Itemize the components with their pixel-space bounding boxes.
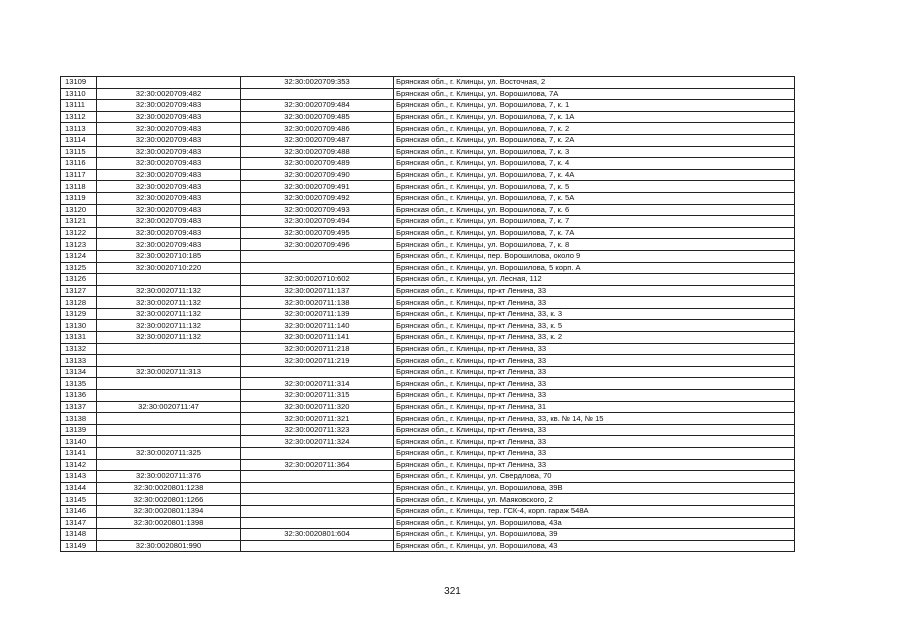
record-number-cell: 13113: [61, 123, 97, 135]
table-body: [61, 77, 795, 552]
table-row: [61, 540, 795, 552]
page-number: 321: [444, 586, 461, 597]
parent-cadastral-number-cell: 32:30:0020711:132: [97, 308, 241, 320]
table-row: [61, 146, 795, 158]
address-cell: Брянская обл., г. Клинцы, пр-кт Ленина, 33: [394, 459, 795, 471]
parent-cadastral-number-cell: 32:30:0020709:483: [97, 123, 241, 135]
parent-cadastral-number-cell: 32:30:0020709:483: [97, 204, 241, 216]
address-cell: Брянская обл., г. Клинцы, пр-кт Ленина, 33: [394, 343, 795, 355]
cadastral-number-cell: 32:30:0020709:493: [241, 204, 394, 216]
cadastral-number-cell: 32:30:0020709:487: [241, 134, 394, 146]
table-row: [61, 401, 795, 413]
table-row: [61, 413, 795, 425]
cadastral-number-cell: 32:30:0020711:320: [241, 401, 394, 413]
record-number-cell: 13114: [61, 134, 97, 146]
table-row: [61, 216, 795, 228]
parent-cadastral-number-cell: [97, 424, 241, 436]
record-number-cell: 13144: [61, 482, 97, 494]
table-row: [61, 308, 795, 320]
table-row: [61, 134, 795, 146]
parent-cadastral-number-cell: 32:30:0020711:47: [97, 401, 241, 413]
record-number-cell: 13137: [61, 401, 97, 413]
record-number-cell: 13123: [61, 239, 97, 251]
parent-cadastral-number-cell: 32:30:0020711:313: [97, 366, 241, 378]
address-cell: Брянская обл., г. Клинцы, пр-кт Ленина, 33, к. 2: [394, 332, 795, 344]
record-number-cell: 13134: [61, 366, 97, 378]
parent-cadastral-number-cell: 32:30:0020801:1238: [97, 482, 241, 494]
cadastral-number-cell: [241, 505, 394, 517]
cadastral-number-cell: 32:30:0020711:141: [241, 332, 394, 344]
cadastral-number-cell: 32:30:0020711:321: [241, 413, 394, 425]
table-row: [61, 459, 795, 471]
parent-cadastral-number-cell: 32:30:0020710:185: [97, 250, 241, 262]
address-cell: Брянская обл., г. Клинцы, пр-кт Ленина, 33: [394, 390, 795, 402]
parent-cadastral-number-cell: 32:30:0020709:483: [97, 169, 241, 181]
address-cell: Брянская обл., г. Клинцы, ул. Ворошилова, 7А: [394, 88, 795, 100]
table-row: [61, 262, 795, 274]
table-row: [61, 436, 795, 448]
parent-cadastral-number-cell: 32:30:0020709:483: [97, 158, 241, 170]
record-number-cell: 13142: [61, 459, 97, 471]
address-cell: Брянская обл., г. Клинцы, пр-кт Ленина, 33: [394, 424, 795, 436]
address-cell: Брянская обл., г. Клинцы, пр-кт Ленина, 33: [394, 378, 795, 390]
record-number-cell: 13130: [61, 320, 97, 332]
parent-cadastral-number-cell: [97, 77, 241, 89]
parent-cadastral-number-cell: [97, 343, 241, 355]
parent-cadastral-number-cell: 32:30:0020711:132: [97, 320, 241, 332]
record-number-cell: 13149: [61, 540, 97, 552]
cadastral-number-cell: 32:30:0020711:364: [241, 459, 394, 471]
record-number-cell: 13129: [61, 308, 97, 320]
address-cell: Брянская обл., г. Клинцы, тер. ГСК-4, корп. гараж 548А: [394, 505, 795, 517]
record-number-cell: 13143: [61, 471, 97, 483]
table-row: [61, 297, 795, 309]
record-number-cell: 13125: [61, 262, 97, 274]
cadastral-number-cell: 32:30:0020709:490: [241, 169, 394, 181]
address-cell: Брянская обл., г. Клинцы, ул. Ворошилова, 7, к. 2А: [394, 134, 795, 146]
parent-cadastral-number-cell: 32:30:0020801:1266: [97, 494, 241, 506]
parent-cadastral-number-cell: 32:30:0020801:1398: [97, 517, 241, 529]
table-row: [61, 274, 795, 286]
table-row: [61, 471, 795, 483]
record-number-cell: 13115: [61, 146, 97, 158]
record-number-cell: 13121: [61, 216, 97, 228]
table-row: [61, 355, 795, 367]
record-number-cell: 13132: [61, 343, 97, 355]
parent-cadastral-number-cell: 32:30:0020711:376: [97, 471, 241, 483]
record-number-cell: 13127: [61, 285, 97, 297]
parent-cadastral-number-cell: 32:30:0020711:132: [97, 332, 241, 344]
cadastral-table: [60, 76, 795, 552]
address-cell: Брянская обл., г. Клинцы, ул. Ворошилова, 7, к. 8: [394, 239, 795, 251]
cadastral-number-cell: [241, 250, 394, 262]
cadastral-number-cell: 32:30:0020710:602: [241, 274, 394, 286]
table-row: [61, 517, 795, 529]
address-cell: Брянская обл., г. Клинцы, ул. Ворошилова, 7, к. 7А: [394, 227, 795, 239]
parent-cadastral-number-cell: 32:30:0020709:482: [97, 88, 241, 100]
record-number-cell: 13141: [61, 448, 97, 460]
address-cell: Брянская обл., г. Клинцы, пр-кт Ленина, 33: [394, 436, 795, 448]
record-number-cell: 13128: [61, 297, 97, 309]
parent-cadastral-number-cell: [97, 413, 241, 425]
table-row: [61, 343, 795, 355]
table-row: [61, 158, 795, 170]
record-number-cell: 13122: [61, 227, 97, 239]
cadastral-number-cell: 32:30:0020709:489: [241, 158, 394, 170]
table-row: [61, 390, 795, 402]
cadastral-number-cell: [241, 540, 394, 552]
cadastral-number-cell: 32:30:0020709:491: [241, 181, 394, 193]
cadastral-number-cell: 32:30:0020709:488: [241, 146, 394, 158]
table-row: [61, 100, 795, 112]
address-cell: Брянская обл., г. Клинцы, ул. Ворошилова, 43а: [394, 517, 795, 529]
address-cell: Брянская обл., г. Клинцы, ул. Ворошилова, 7, к. 3: [394, 146, 795, 158]
record-number-cell: 13140: [61, 436, 97, 448]
table-row: [61, 505, 795, 517]
table-row: [61, 250, 795, 262]
address-cell: Брянская обл., г. Клинцы, ул. Ворошилова, 7, к. 6: [394, 204, 795, 216]
record-number-cell: 13133: [61, 355, 97, 367]
address-cell: Брянская обл., г. Клинцы, пр-кт Ленина, 33: [394, 355, 795, 367]
cadastral-number-cell: 32:30:0020709:496: [241, 239, 394, 251]
record-number-cell: 13109: [61, 77, 97, 89]
address-cell: Брянская обл., г. Клинцы, ул. Ворошилова, 7, к. 4: [394, 158, 795, 170]
record-number-cell: 13146: [61, 505, 97, 517]
cadastral-number-cell: 32:30:0020709:484: [241, 100, 394, 112]
cadastral-number-cell: 32:30:0020709:353: [241, 77, 394, 89]
address-cell: Брянская обл., г. Клинцы, пр-кт Ленина, 33: [394, 285, 795, 297]
cadastral-number-cell: 32:30:0020709:485: [241, 111, 394, 123]
address-cell: Брянская обл., г. Клинцы, ул. Ворошилова, 5 корп. А: [394, 262, 795, 274]
table-row: [61, 378, 795, 390]
address-cell: Брянская обл., г. Клинцы, ул. Лесная, 112: [394, 274, 795, 286]
cadastral-number-cell: 32:30:0020709:486: [241, 123, 394, 135]
cadastral-number-cell: 32:30:0020711:140: [241, 320, 394, 332]
address-cell: Брянская обл., г. Клинцы, ул. Ворошилова, 39: [394, 529, 795, 541]
cadastral-number-cell: [241, 262, 394, 274]
table-row: [61, 169, 795, 181]
record-number-cell: 13135: [61, 378, 97, 390]
parent-cadastral-number-cell: [97, 459, 241, 471]
parent-cadastral-number-cell: 32:30:0020710:220: [97, 262, 241, 274]
record-number-cell: 13112: [61, 111, 97, 123]
address-cell: Брянская обл., г. Клинцы, ул. Ворошилова, 7, к. 2: [394, 123, 795, 135]
cadastral-number-cell: [241, 482, 394, 494]
table-row: [61, 77, 795, 89]
address-cell: Брянская обл., г. Клинцы, ул. Восточная, 2: [394, 77, 795, 89]
address-cell: Брянская обл., г. Клинцы, ул. Ворошилова, 39В: [394, 482, 795, 494]
address-cell: Брянская обл., г. Клинцы, пр-кт Ленина, 31: [394, 401, 795, 413]
address-cell: Брянская обл., г. Клинцы, пр-кт Ленина, 33: [394, 366, 795, 378]
cadastral-number-cell: 32:30:0020711:315: [241, 390, 394, 402]
cadastral-number-cell: 32:30:0020711:323: [241, 424, 394, 436]
cadastral-number-cell: 32:30:0020711:138: [241, 297, 394, 309]
table-row: [61, 285, 795, 297]
cadastral-number-cell: 32:30:0020711:137: [241, 285, 394, 297]
parent-cadastral-number-cell: 32:30:0020709:483: [97, 227, 241, 239]
address-cell: Брянская обл., г. Клинцы, ул. Ворошилова, 7, к. 5: [394, 181, 795, 193]
record-number-cell: 13139: [61, 424, 97, 436]
address-cell: Брянская обл., г. Клинцы, ул. Ворошилова, 7, к. 7: [394, 216, 795, 228]
parent-cadastral-number-cell: 32:30:0020709:483: [97, 146, 241, 158]
record-number-cell: 13119: [61, 192, 97, 204]
parent-cadastral-number-cell: 32:30:0020801:1394: [97, 505, 241, 517]
cadastral-number-cell: [241, 88, 394, 100]
record-number-cell: 13110: [61, 88, 97, 100]
table-row: [61, 424, 795, 436]
table-row: [61, 111, 795, 123]
record-number-cell: 13120: [61, 204, 97, 216]
address-cell: Брянская обл., г. Клинцы, ул. Ворошилова, 7, к. 4А: [394, 169, 795, 181]
address-cell: Брянская обл., г. Клинцы, пер. Ворошилова, около 9: [394, 250, 795, 262]
table-row: [61, 482, 795, 494]
record-number-cell: 13116: [61, 158, 97, 170]
address-cell: Брянская обл., г. Клинцы, ул. Свердлова, 70: [394, 471, 795, 483]
record-number-cell: 13145: [61, 494, 97, 506]
address-cell: Брянская обл., г. Клинцы, пр-кт Ленина, 33, кв. № 14, № 15: [394, 413, 795, 425]
cadastral-number-cell: 32:30:0020711:314: [241, 378, 394, 390]
table-row: [61, 529, 795, 541]
cadastral-number-cell: 32:30:0020709:492: [241, 192, 394, 204]
parent-cadastral-number-cell: 32:30:0020709:483: [97, 111, 241, 123]
table-row: [61, 123, 795, 135]
cadastral-number-cell: [241, 471, 394, 483]
address-cell: Брянская обл., г. Клинцы, пр-кт Ленина, 33, к. 3: [394, 308, 795, 320]
record-number-cell: 13117: [61, 169, 97, 181]
parent-cadastral-number-cell: [97, 355, 241, 367]
record-number-cell: 13136: [61, 390, 97, 402]
cadastral-number-cell: 32:30:0020711:139: [241, 308, 394, 320]
table-row: [61, 320, 795, 332]
record-number-cell: 13138: [61, 413, 97, 425]
parent-cadastral-number-cell: [97, 529, 241, 541]
record-number-cell: 13126: [61, 274, 97, 286]
parent-cadastral-number-cell: 32:30:0020709:483: [97, 134, 241, 146]
parent-cadastral-number-cell: 32:30:0020709:483: [97, 100, 241, 112]
cadastral-number-cell: 32:30:0020709:494: [241, 216, 394, 228]
parent-cadastral-number-cell: 32:30:0020709:483: [97, 239, 241, 251]
cadastral-number-cell: 32:30:0020801:604: [241, 529, 394, 541]
parent-cadastral-number-cell: 32:30:0020709:483: [97, 181, 241, 193]
address-cell: Брянская обл., г. Клинцы, пр-кт Ленина, 33, к. 5: [394, 320, 795, 332]
table-row: [61, 366, 795, 378]
table-row: [61, 227, 795, 239]
parent-cadastral-number-cell: [97, 378, 241, 390]
table-row: [61, 192, 795, 204]
parent-cadastral-number-cell: 32:30:0020709:483: [97, 192, 241, 204]
cadastral-number-cell: [241, 494, 394, 506]
record-number-cell: 13131: [61, 332, 97, 344]
table-row: [61, 448, 795, 460]
address-cell: Брянская обл., г. Клинцы, пр-кт Ленина, 33: [394, 297, 795, 309]
table-row: [61, 181, 795, 193]
address-cell: Брянская обл., г. Клинцы, ул. Ворошилова, 7, к. 5А: [394, 192, 795, 204]
table-row: [61, 88, 795, 100]
parent-cadastral-number-cell: [97, 390, 241, 402]
cadastral-number-cell: [241, 517, 394, 529]
parent-cadastral-number-cell: 32:30:0020711:325: [97, 448, 241, 460]
table-row: [61, 332, 795, 344]
address-cell: Брянская обл., г. Клинцы, ул. Ворошилова, 43: [394, 540, 795, 552]
parent-cadastral-number-cell: [97, 274, 241, 286]
cadastral-number-cell: [241, 366, 394, 378]
table-row: [61, 239, 795, 251]
parent-cadastral-number-cell: 32:30:0020711:132: [97, 285, 241, 297]
record-number-cell: 13124: [61, 250, 97, 262]
cadastral-number-cell: 32:30:0020711:324: [241, 436, 394, 448]
parent-cadastral-number-cell: 32:30:0020709:483: [97, 216, 241, 228]
address-cell: Брянская обл., г. Клинцы, ул. Маяковского, 2: [394, 494, 795, 506]
record-number-cell: 13111: [61, 100, 97, 112]
record-number-cell: 13118: [61, 181, 97, 193]
parent-cadastral-number-cell: 32:30:0020711:132: [97, 297, 241, 309]
table-row: [61, 494, 795, 506]
table-row: [61, 204, 795, 216]
cadastral-number-cell: 32:30:0020709:495: [241, 227, 394, 239]
cadastral-number-cell: [241, 448, 394, 460]
parent-cadastral-number-cell: [97, 436, 241, 448]
record-number-cell: 13147: [61, 517, 97, 529]
parent-cadastral-number-cell: 32:30:0020801:990: [97, 540, 241, 552]
cadastral-number-cell: 32:30:0020711:218: [241, 343, 394, 355]
cadastral-number-cell: 32:30:0020711:219: [241, 355, 394, 367]
address-cell: Брянская обл., г. Клинцы, пр-кт Ленина, 33: [394, 448, 795, 460]
record-number-cell: 13148: [61, 529, 97, 541]
address-cell: Брянская обл., г. Клинцы, ул. Ворошилова, 7, к. 1А: [394, 111, 795, 123]
address-cell: Брянская обл., г. Клинцы, ул. Ворошилова, 7, к. 1: [394, 100, 795, 112]
